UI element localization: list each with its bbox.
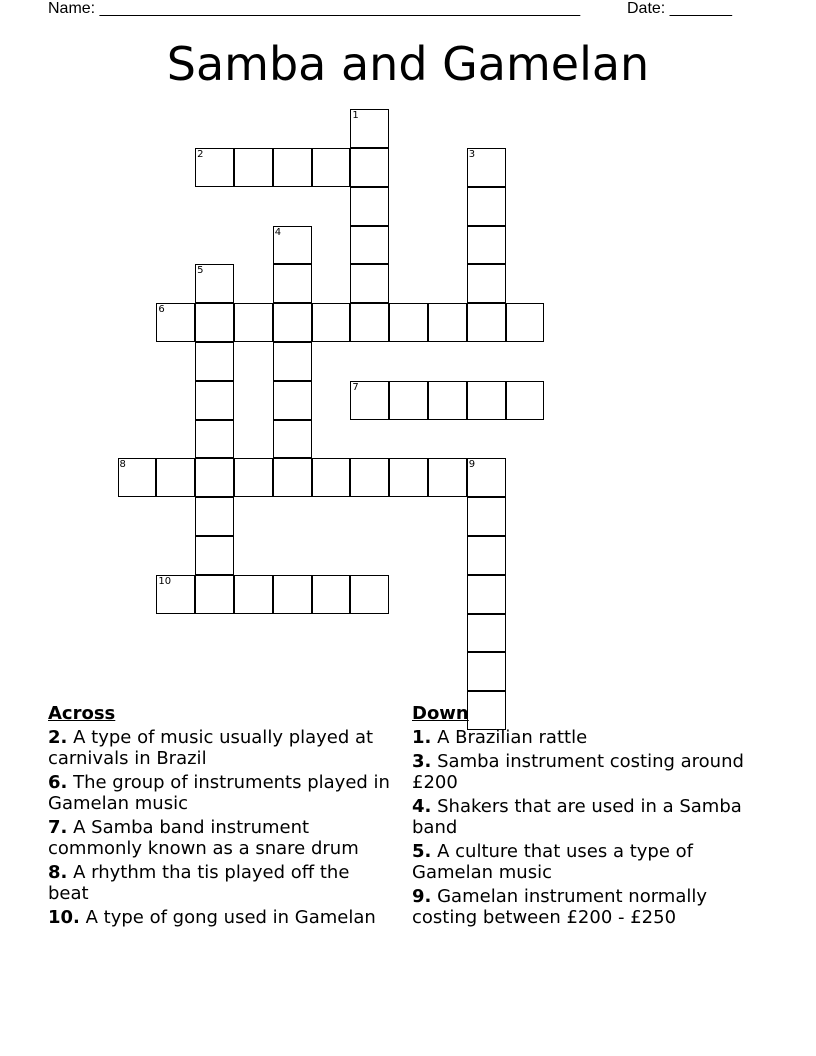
down-clues — [412, 702, 757, 931]
clue-number: 8. — [48, 862, 68, 883]
clue-number-label: 9 — [468, 459, 476, 471]
clue-across-8 — [48, 862, 393, 904]
crossword-cell[interactable] — [428, 381, 467, 420]
crossword-cell[interactable] — [350, 226, 389, 265]
clue-text: Shakers that are used in a Samba band — [412, 796, 742, 838]
crossword-cell[interactable] — [273, 148, 312, 187]
crossword-cell[interactable] — [428, 458, 467, 497]
clue-across-7 — [48, 817, 393, 859]
crossword-cell[interactable] — [312, 575, 351, 614]
crossword-cell[interactable] — [467, 652, 506, 691]
crossword-cell[interactable] — [350, 381, 389, 420]
crossword-cell[interactable] — [312, 303, 351, 342]
crossword-cell[interactable] — [195, 575, 234, 614]
clue-number: 4. — [412, 796, 432, 817]
clue-down-4 — [412, 796, 757, 838]
crossword-cell[interactable] — [195, 420, 234, 459]
crossword-cell[interactable] — [428, 303, 467, 342]
clue-number: 3. — [412, 751, 432, 772]
crossword-cell[interactable] — [350, 303, 389, 342]
crossword-cell[interactable] — [350, 264, 389, 303]
clue-number: 6. — [48, 772, 68, 793]
crossword-cell[interactable] — [273, 458, 312, 497]
crossword-cell[interactable] — [389, 303, 428, 342]
crossword-cell[interactable] — [234, 575, 273, 614]
crossword-cell[interactable] — [195, 381, 234, 420]
crossword-cell[interactable] — [350, 187, 389, 226]
down-heading: Down — [412, 703, 469, 724]
crossword-cell[interactable] — [467, 226, 506, 265]
clue-across-10 — [48, 907, 393, 928]
date-field-label[interactable]: Date: _______ — [627, 0, 732, 17]
clue-across-2 — [48, 727, 393, 769]
crossword-cell[interactable] — [467, 497, 506, 536]
crossword-cell[interactable] — [467, 575, 506, 614]
crossword-cell[interactable] — [234, 458, 273, 497]
crossword-cell[interactable] — [506, 381, 545, 420]
crossword-cell[interactable] — [273, 575, 312, 614]
crossword-cell[interactable] — [467, 614, 506, 653]
crossword-cell[interactable] — [467, 303, 506, 342]
crossword-cell[interactable] — [195, 342, 234, 381]
clue-number: 9. — [412, 886, 432, 907]
crossword-cell[interactable] — [389, 381, 428, 420]
clue-text: A type of music usually played at carnivals in Brazil — [48, 727, 374, 769]
crossword-cell[interactable] — [467, 536, 506, 575]
crossword-cell[interactable] — [156, 303, 195, 342]
clue-number: 2. — [48, 727, 68, 748]
clue-across-6 — [48, 772, 393, 814]
crossword-cell[interactable] — [312, 458, 351, 497]
crossword-cell[interactable] — [350, 575, 389, 614]
page-title: Samba and Gamelan — [166, 37, 650, 91]
crossword-cell[interactable] — [195, 303, 234, 342]
clue-number-label: 2 — [197, 149, 204, 161]
crossword-cell[interactable] — [273, 303, 312, 342]
clue-down-9 — [412, 886, 757, 928]
clue-number: 7. — [48, 817, 68, 838]
crossword-cell[interactable] — [234, 148, 273, 187]
clue-number-label: 8 — [119, 459, 126, 471]
clue-number-label: 6 — [158, 304, 165, 316]
clue-text: Gamelan instrument normally costing between £200 - £250 — [412, 886, 708, 928]
crossword-cell[interactable] — [350, 458, 389, 497]
crossword-cell[interactable] — [273, 264, 312, 303]
header — [48, 0, 748, 20]
crossword-cell[interactable] — [273, 420, 312, 459]
clue-down-3 — [412, 751, 757, 793]
clue-text: Samba instrument costing around £200 — [412, 751, 744, 793]
crossword-cell[interactable] — [195, 264, 234, 303]
crossword-cell[interactable] — [156, 458, 195, 497]
clue-number: 1. — [412, 727, 432, 748]
crossword-cell[interactable] — [389, 458, 428, 497]
crossword-cell[interactable] — [273, 226, 312, 265]
crossword-cell[interactable] — [467, 264, 506, 303]
crossword-cell[interactable] — [467, 187, 506, 226]
crossword-cell[interactable] — [234, 303, 273, 342]
clue-text: A Brazilian rattle — [437, 727, 588, 748]
clue-text: A culture that uses a type of Gamelan music — [412, 841, 693, 883]
crossword-cell[interactable] — [195, 148, 234, 187]
crossword-cell[interactable] — [467, 381, 506, 420]
crossword-cell[interactable] — [350, 109, 389, 148]
clue-text: A rhythm tha tis played off the beat — [48, 862, 350, 904]
crossword-cell[interactable] — [195, 497, 234, 536]
crossword-cell[interactable] — [273, 381, 312, 420]
clue-number-label: 5 — [197, 265, 204, 277]
across-clues — [48, 702, 393, 931]
clue-number-label: 4 — [274, 226, 282, 238]
clue-number-label: 1 — [352, 110, 359, 122]
name-field-label[interactable]: Name: ______________________________________________________ — [48, 0, 581, 17]
crossword-cell[interactable] — [312, 148, 351, 187]
across-heading: Across — [48, 703, 116, 724]
crossword-cell[interactable] — [156, 575, 195, 614]
clue-number-label: 7 — [352, 381, 359, 393]
clue-text: A Samba band instrument commonly known as a snare drum — [48, 817, 359, 859]
clue-down-1 — [412, 727, 757, 748]
clue-number-label: 10 — [158, 575, 172, 587]
crossword-cell[interactable] — [118, 458, 157, 497]
clue-text: A type of gong used in Gamelan — [85, 907, 376, 928]
clue-number-label: 3 — [468, 149, 476, 161]
clue-number: 5. — [412, 841, 432, 862]
crossword-cell[interactable] — [467, 458, 506, 497]
crossword-cell[interactable] — [195, 536, 234, 575]
crossword-cell[interactable] — [467, 148, 506, 187]
crossword-cell[interactable] — [195, 458, 234, 497]
clue-down-5 — [412, 841, 757, 883]
clue-text: The group of instruments played in Gamelan music — [48, 772, 390, 814]
crossword-cell[interactable] — [350, 148, 389, 187]
crossword-cell[interactable] — [273, 342, 312, 381]
crossword-cell[interactable] — [506, 303, 545, 342]
clue-number: 10. — [48, 907, 80, 928]
